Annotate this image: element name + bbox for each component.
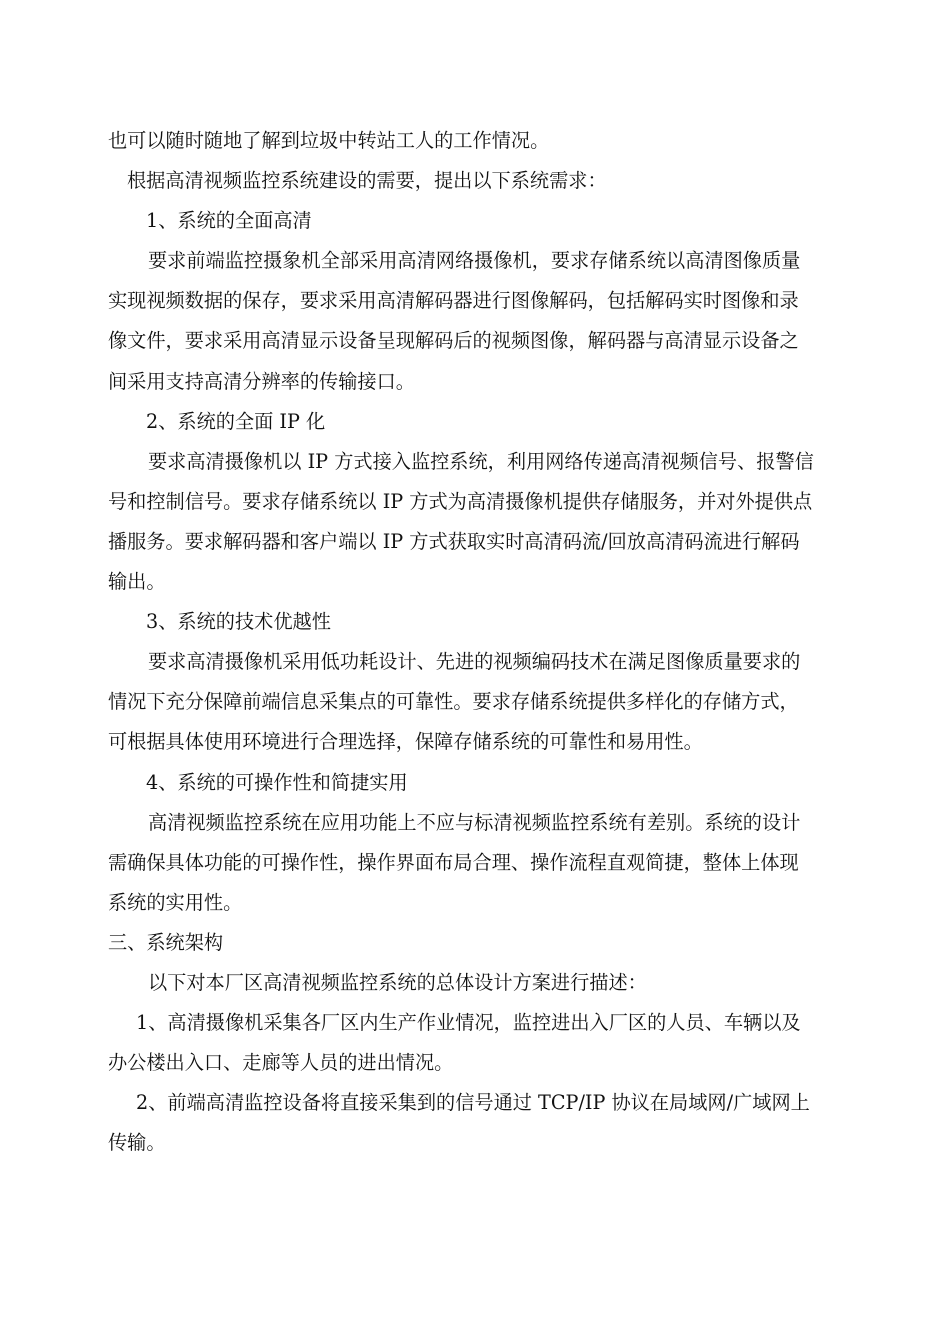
paragraph-line: 号和控制信号。要求存储系统以 IP 方式为高清摄像机提供存储服务，并对外提供点 — [108, 489, 813, 513]
paragraph-line: 要求高清摄像机以 IP 方式接入监控系统，利用网络传递高清视频信号、报警信 — [148, 449, 814, 473]
document-body — [108, 121, 843, 1163]
paragraph-line: 以下对本厂区高清视频监控系统的总体设计方案进行描述： — [148, 970, 647, 994]
paragraph-line: 实现视频数据的保存，要求采用高清解码器进行图像解码，包括解码实时图像和录 — [108, 289, 799, 313]
paragraph-line: 需确保具体功能的可操作性，操作界面布局合理、操作流程直观简捷，整体上体现 — [108, 850, 799, 874]
section-heading: 3、系统的技术优越性 — [146, 610, 331, 634]
section-heading: 2、系统的全面 IP 化 — [146, 409, 326, 433]
paragraph-line: 间采用支持高清分辨率的传输接口。 — [108, 369, 415, 393]
paragraph-line: 要求前端监控摄象机全部采用高清网络摄像机，要求存储系统以高清图像质量 — [148, 249, 801, 273]
paragraph-line: 输出。 — [108, 570, 166, 594]
paragraph-line: 要求高清摄像机采用低功耗设计、先进的视频编码技术在满足图像质量要求的 — [148, 650, 801, 674]
paragraph-line: 情况下充分保障前端信息采集点的可靠性。要求存储系统提供多样化的存储方式， — [108, 690, 799, 714]
paragraph-line: 播服务。要求解码器和客户端以 IP 方式获取实时高清码流/回放高清码流进行解码 — [108, 529, 800, 553]
paragraph-line: 高清视频监控系统在应用功能上不应与标清视频监控系统有差别。系统的设计 — [148, 810, 801, 834]
paragraph-line: 系统的实用性。 — [108, 890, 243, 914]
section-heading: 4、系统的可操作性和简捷实用 — [146, 770, 408, 794]
section-heading: 1、系统的全面高清 — [146, 209, 312, 233]
paragraph-line: 也可以随时随地了解到垃圾中转站工人的工作情况。 — [108, 129, 550, 152]
chapter-heading: 三、系统架构 — [108, 930, 224, 954]
paragraph-line: 2、前端高清监控设备将直接采集到的信号通过 TCP/IP 协议在局域网/广域网上 — [136, 1091, 810, 1115]
paragraph-line: 根据高清视频监控系统建设的需要，提出以下系统需求： — [127, 169, 607, 193]
paragraph-line: 可根据具体使用环境进行合理选择，保障存储系统的可靠性和易用性。 — [108, 730, 703, 754]
paragraph-line: 传输。 — [108, 1131, 166, 1155]
paragraph-line: 像文件，要求采用高清显示设备呈现解码后的视频图像，解码器与高清显示设备之 — [108, 329, 799, 353]
paragraph-line: 办公楼出入口、走廊等人员的进出情况。 — [108, 1051, 454, 1075]
paragraph-line: 1、高清摄像机采集各厂区内生产作业情况，监控进出入厂区的人员、车辆以及 — [136, 1011, 801, 1035]
